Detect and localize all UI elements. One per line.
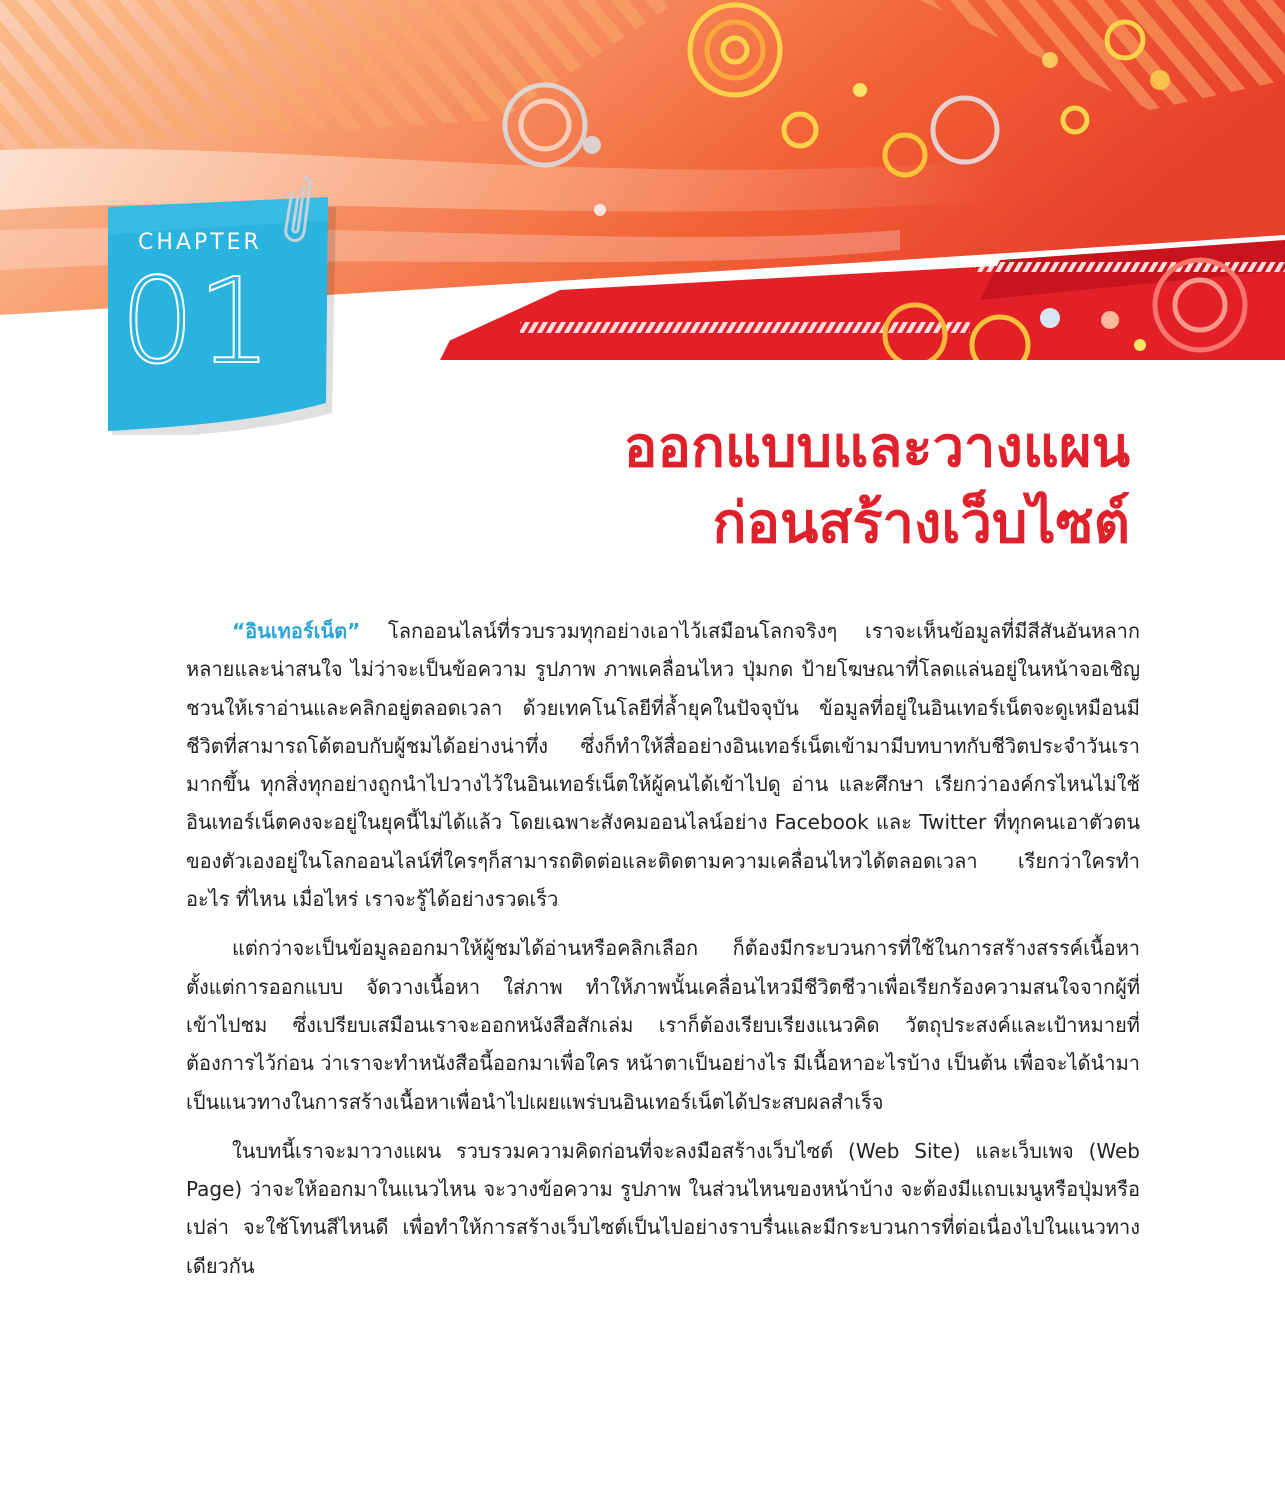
paragraph-3: ในบทนี้เราจะมาวางแผน รวบรวมความคิดก่อนที่จะลงมือสร้างเว็บไซต์ (Web Site) และเว็บเพจ (Web Page) ว่าจะให้ออกมาในแนวไหน จะวางข้อความ รูปภาพ ในส่วนไหนของหน้าบ้าง จะต้องมีแถบเมนูหรือปุ่มหรือเปล่า จะใช้โทนสีไหนดี เพื่อทำให้การสร้างเว็บไซต์เป็นไปอย่างราบรื่นและมีกระบวนการที่ต่อเนื่องไปในแนวทางเดียวกัน <box>186 1138 1140 1278</box>
paragraph-1-text: โลกออนไลน์ที่รวบรวมทุกอย่างเอาไว้เสมือนโลกจริงๆ เราจะเห็นข้อมูลที่มีสีสันอันหลากหลายและน่าสนใจ ไม่ว่าจะเป็นข้อความ รูปภาพ ภาพเคลื่อนไหว ปุ่มกด ป้ายโฆษณาที่โลดแล่นอยู่ในหน้าจอเชิญชวนให้เราอ่านและคลิกอยู่ตลอดเวลา ด้วยเทคโนโลยีที่ล้ำยุคในปัจจุบัน ข้อมูลที่อยู่ในอินเทอร์เน็ตจะดูเหมือนมีชีวิตที่สามารถโต้ตอบกับผู้ชมได้อย่างน่าทึ่ง ซึ่งก็ทำให้สื่ออย่างอินเทอร์เน็ตเข้ามามีบทบาทกับชีวิตประจำวันเรามากขึ้น ทุกสิ่งทุกอย่างถูกนำไปวางไว้ในอินเทอร์เน็ตให้ผู้คนได้เข้าไปดู อ่าน และศึกษา เรียกว่าองค์กรไหนไม่ใช้อินเทอร์เน็ตคงจะอยู่ในยุคนี้ไม่ได้แล้ว โดยเฉพาะสังคมออนไลน์อย่าง Facebook และ Twitter ที่ทุกคนเอาตัวตนของตัวเองอยู่ในโลกออนไลน์ที่ใครๆก็สามารถติดต่อและติดตามความเคลื่อนไหวได้ตลอดเวลา เรียกว่าใครทำอะไร ที่ไหน เมื่อไหร่ เราจะรู้ได้อย่างรวดเร็ว <box>186 619 1140 912</box>
chapter-title-line-2: ก่อนสร้างเว็บไซต์ <box>712 491 1130 556</box>
chapter-title-line-1: ออกแบบและวางแผน <box>623 415 1130 480</box>
lead-term: “อินเทอร์เน็ต” <box>232 619 361 643</box>
chapter-title <box>624 410 1130 562</box>
body-text <box>186 612 1140 1296</box>
paragraph-2: แต่กว่าจะเป็นข้อมูลออกมาให้ผู้ชมได้อ่านหรือคลิกเลือก ก็ต้องมีกระบวนการที่ใช้ในการสร้างสรรค์เนื้อหา ตั้งแต่การออกแบบ จัดวางเนื้อหา ใส่ภาพ ทำให้ภาพนั้นเคลื่อนไหวมีชีวิตชีวาเพื่อเรียกร้องความสนใจจากผู้ที่เข้าไปชม ซึ่งเปรียบเสมือนเราจะออกหนังสือสักเล่ม เราก็ต้องเรียบเรียงแนวคิด วัตถุประสงค์และเป้าหมายที่ต้องการไว้ก่อน ว่าเราจะทำหนังสือนี้ออกมาเพื่อใคร หน้าตาเป็นอย่างไร มีเนื้อหาอะไรบ้าง เป็นต้น เพื่อจะได้นำมาเป็นแนวทางในการสร้างเนื้อหาเพื่อนำไปเผยแพร่บนอินเทอร์เน็ตได้ประสบผลสำเร็จ <box>186 936 1140 1114</box>
chapter-number: 01 <box>120 252 275 390</box>
paragraph-1 <box>186 612 1140 918</box>
paperclip-icon <box>282 172 316 252</box>
chapter-label: CHAPTER <box>138 230 262 255</box>
